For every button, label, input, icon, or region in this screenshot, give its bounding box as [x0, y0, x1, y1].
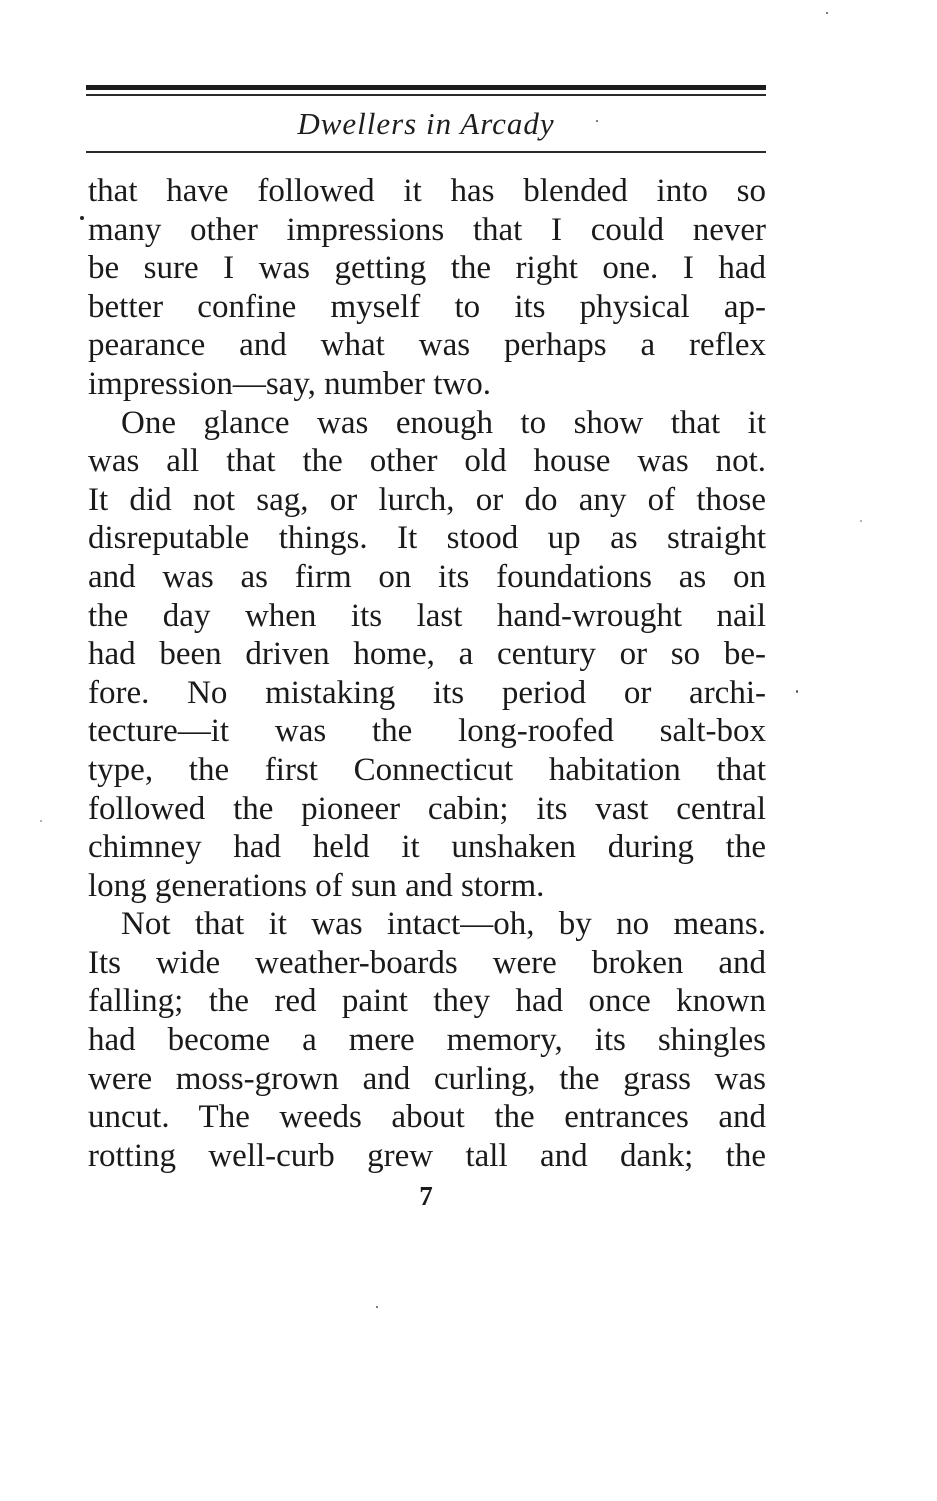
header-rule-bottom [86, 151, 766, 153]
scan-speck [826, 12, 828, 14]
scan-speck [80, 216, 84, 220]
body-text [88, 172, 766, 1175]
text-line: and was as firm on its foundations as on [88, 558, 766, 595]
text-line: the day when its last hand-wrought nail [88, 597, 766, 634]
text-line: better confine myself to its physical ap- [88, 288, 766, 325]
text-line: rotting well-curb grew tall and dank; the [88, 1137, 766, 1174]
text-line: uncut. The weeds about the entrances and [88, 1099, 766, 1136]
text-line: One glance was enough to show that it [121, 404, 766, 441]
running-head: Dwellers in Arcady [297, 106, 555, 141]
scan-speck [796, 690, 798, 693]
text-line: long generations of sun and storm. [88, 867, 545, 904]
scan-speck [596, 120, 598, 122]
text-line: fore. No mistaking its period or archi- [88, 674, 766, 711]
text-line: followed the pioneer cabin; its vast central [88, 790, 766, 827]
text-line: type, the first Connecticut habitation that [88, 751, 766, 788]
text-line: were moss-grown and curling, the grass was [88, 1060, 766, 1097]
text-line: pearance and what was perhaps a reflex [88, 327, 766, 364]
text-line: was all that the other old house was not. [88, 443, 766, 480]
text-line: disreputable things. It stood up as straight [88, 520, 766, 557]
text-line: It did not sag, or lurch, or do any of those [88, 481, 766, 518]
text-line: many other impressions that I could never [88, 211, 766, 248]
text-line: be sure I was getting the right one. I had [88, 250, 766, 287]
text-line: Its wide weather-boards were broken and [88, 944, 766, 981]
scan-speck [40, 820, 42, 822]
text-line: had become a mere memory, its shingles [88, 1022, 766, 1059]
text-line: chimney had held it unshaken during the [88, 829, 766, 866]
text-line: falling; the red paint they had once known [88, 983, 766, 1020]
header-rule-thin [86, 94, 766, 96]
page-number: 7 [419, 1181, 433, 1211]
text-line: Not that it was intact—oh, by no means. [121, 906, 766, 943]
scan-speck [860, 520, 862, 522]
text-line: had been driven home, a century or so be- [88, 636, 766, 673]
text-line: that have followed it has blended into so [88, 173, 766, 209]
scan-speck [376, 1306, 378, 1308]
header-rule-thick [86, 85, 766, 90]
text-line: impression—say, number two. [88, 365, 491, 402]
text-line: tecture—it was the long-roofed salt-box [88, 713, 766, 750]
